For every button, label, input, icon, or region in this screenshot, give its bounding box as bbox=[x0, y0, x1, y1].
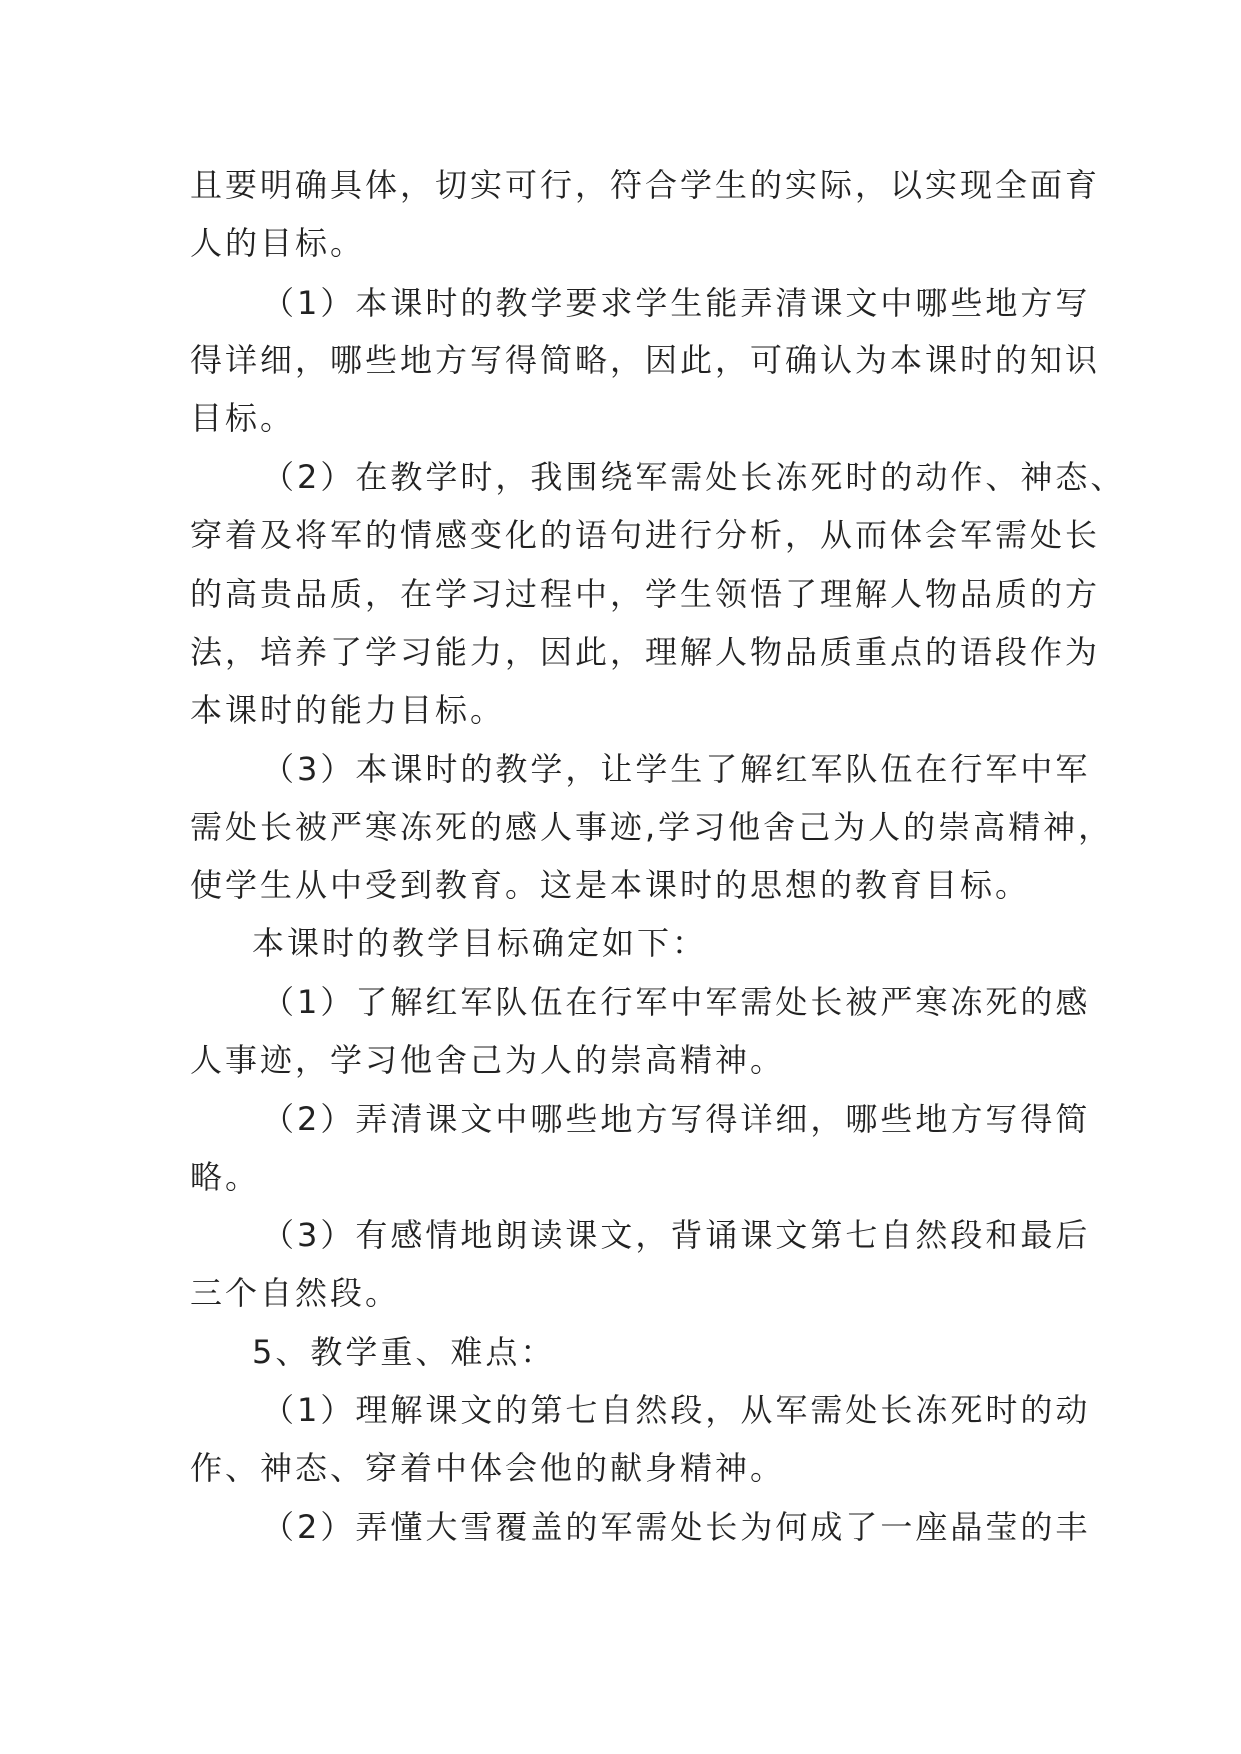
text-line: 穿着及将军的情感变化的语句进行分析，从而体会军需处长 bbox=[190, 516, 1101, 554]
text-line: （1）本课时的教学要求学生能弄清课文中哪些地方写 bbox=[262, 284, 1091, 322]
text-line: 使学生从中受到教育。这是本课时的思想的教育目标。 bbox=[190, 866, 1031, 904]
text-line: （2）在教学时，我围绕军需处长冻死时的动作、神态、 bbox=[262, 458, 1126, 496]
text-line: 三个自然段。 bbox=[190, 1274, 401, 1312]
text-line: 且要明确具体，切实可行，符合学生的实际，以实现全面育 bbox=[190, 166, 1101, 204]
text-line: （3）有感情地朗读课文，背诵课文第七自然段和最后 bbox=[262, 1216, 1091, 1254]
text-line: （1）理解课文的第七自然段，从军需处长冻死时的动 bbox=[262, 1391, 1091, 1429]
text-line: （1）了解红军队伍在行军中军需处长被严寒冻死的感 bbox=[262, 983, 1091, 1021]
text-line: 需处长被严寒冻死的感人事迹,学习他舍己为人的崇高精神， bbox=[190, 808, 1114, 846]
text-line: （2）弄懂大雪覆盖的军需处长为何成了一座晶莹的丰 bbox=[262, 1508, 1091, 1546]
text-line: （2）弄清课文中哪些地方写得详细，哪些地方写得简 bbox=[262, 1100, 1091, 1138]
text-line: 得详细，哪些地方写得简略，因此，可确认为本课时的知识 bbox=[190, 341, 1101, 379]
text-line: 的高贵品质，在学习过程中，学生领悟了理解人物品质的方 bbox=[190, 575, 1101, 613]
text-line: 人事迹，学习他舍己为人的崇高精神。 bbox=[190, 1041, 786, 1079]
text-line: 略。 bbox=[190, 1158, 261, 1196]
text-line: 本课时的教学目标确定如下： bbox=[252, 924, 708, 962]
text-line: 人的目标。 bbox=[190, 224, 366, 262]
text-line: 本课时的能力目标。 bbox=[190, 691, 506, 729]
text-line: 法，培养了学习能力，因此，理解人物品质重点的语段作为 bbox=[190, 633, 1101, 671]
text-line: 目标。 bbox=[190, 399, 296, 437]
text-line: 5、教学重、难点： bbox=[252, 1333, 556, 1371]
text-line: （3）本课时的教学，让学生了解红军队伍在行军中军 bbox=[262, 750, 1091, 788]
text-line: 作、神态、穿着中体会他的献身精神。 bbox=[190, 1449, 786, 1487]
